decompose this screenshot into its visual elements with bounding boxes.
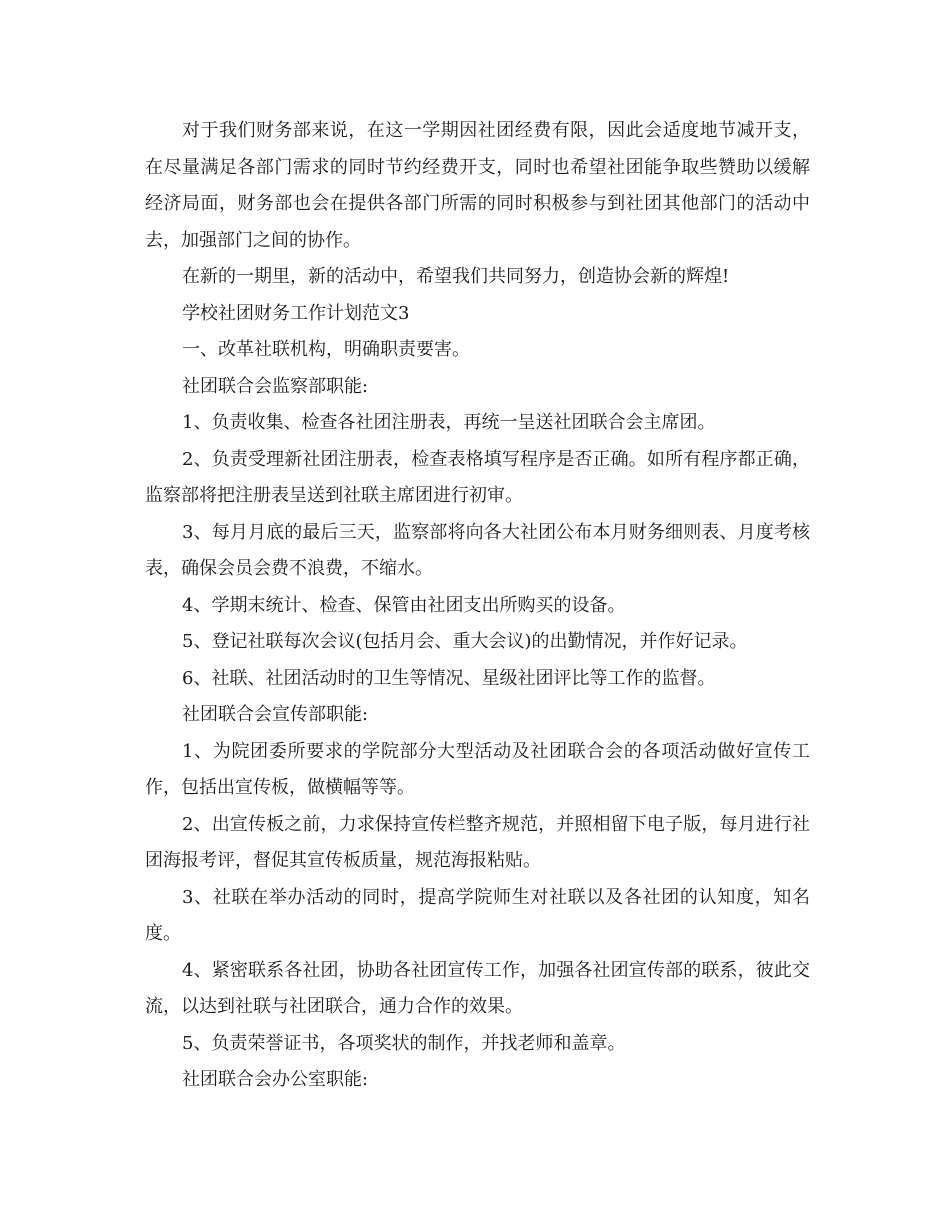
heading-reform: 一、改革社联机构，明确职责要害。 xyxy=(182,339,470,360)
list-item: 6、社联、社团活动时的卫生等情况、星级社团评比等工作的监督。 xyxy=(182,667,716,689)
list-item: 2、出宣传板之前，力求保持宣传栏整齐规范，并照相留下电子版，每月进行社团海报考评，督促其宣传板质量，规范海报粘贴。 xyxy=(145,813,810,871)
heading-supervision-dept: 社团联合会监察部职能: xyxy=(182,375,369,397)
section-title: 学校社团财务工作计划范文3 xyxy=(182,302,410,324)
list-item: 5、负责荣誉证书，各项奖状的制作，并找老师和盖章。 xyxy=(182,1032,626,1054)
list-item: 4、学期末统计、检查、保管由社团支出所购买的设备。 xyxy=(182,594,626,616)
heading-office-dept: 社团联合会办公室职能: xyxy=(182,1069,369,1090)
paragraph-finance-plan: 对于我们财务部来说，在这一学期因社团经费有限，因此会适度地节减开支，在尽量满足各部门需求的同时节约经费开支，同时也希望社团能争取些赞助以缓解经济局面，财务部也会在提供各部门所需的同时积极参与到社团其他部门的活动中去，加强部门之间的协作。 xyxy=(145,120,810,251)
list-item: 4、紧密联系各社团，协助各社团宣传工作，加强各社团宣传部的联系，彼此交流，以达到社联与社团联合，通力合作的效果。 xyxy=(145,959,810,1017)
document-body xyxy=(145,113,810,1099)
heading-publicity-dept: 社团联合会宣传部职能: xyxy=(182,704,369,725)
paragraph-closing-wish: 在新的一期里，新的活动中，希望我们共同努力，创造协会新的辉煌! xyxy=(182,266,730,287)
list-item: 1、为院团委所要求的学院部分大型活动及社团联合会的各项活动做好宣传工作，包括出宣传板，做横幅等等。 xyxy=(145,740,810,798)
list-item: 2、负责受理新社团注册表，检查表格填写程序是否正确。如所有程序都正确，监察部将把注册表呈送到社联主席团进行初审。 xyxy=(145,448,810,506)
list-item: 3、每月月底的最后三天，监察部将向各大社团公布本月财务细则表、月度考核表，确保会员会费不浪费，不缩水。 xyxy=(145,521,810,579)
list-item: 3、社联在举办活动的同时，提高学院师生对社联以及各社团的认知度，知名度。 xyxy=(145,886,810,944)
list-item: 1、负责收集、检查各社团注册表，再统一呈送社团联合会主席团。 xyxy=(182,412,716,433)
list-item: 5、登记社联每次会议(包括月会、重大会议)的出勤情况，并作好记录。 xyxy=(182,631,748,652)
